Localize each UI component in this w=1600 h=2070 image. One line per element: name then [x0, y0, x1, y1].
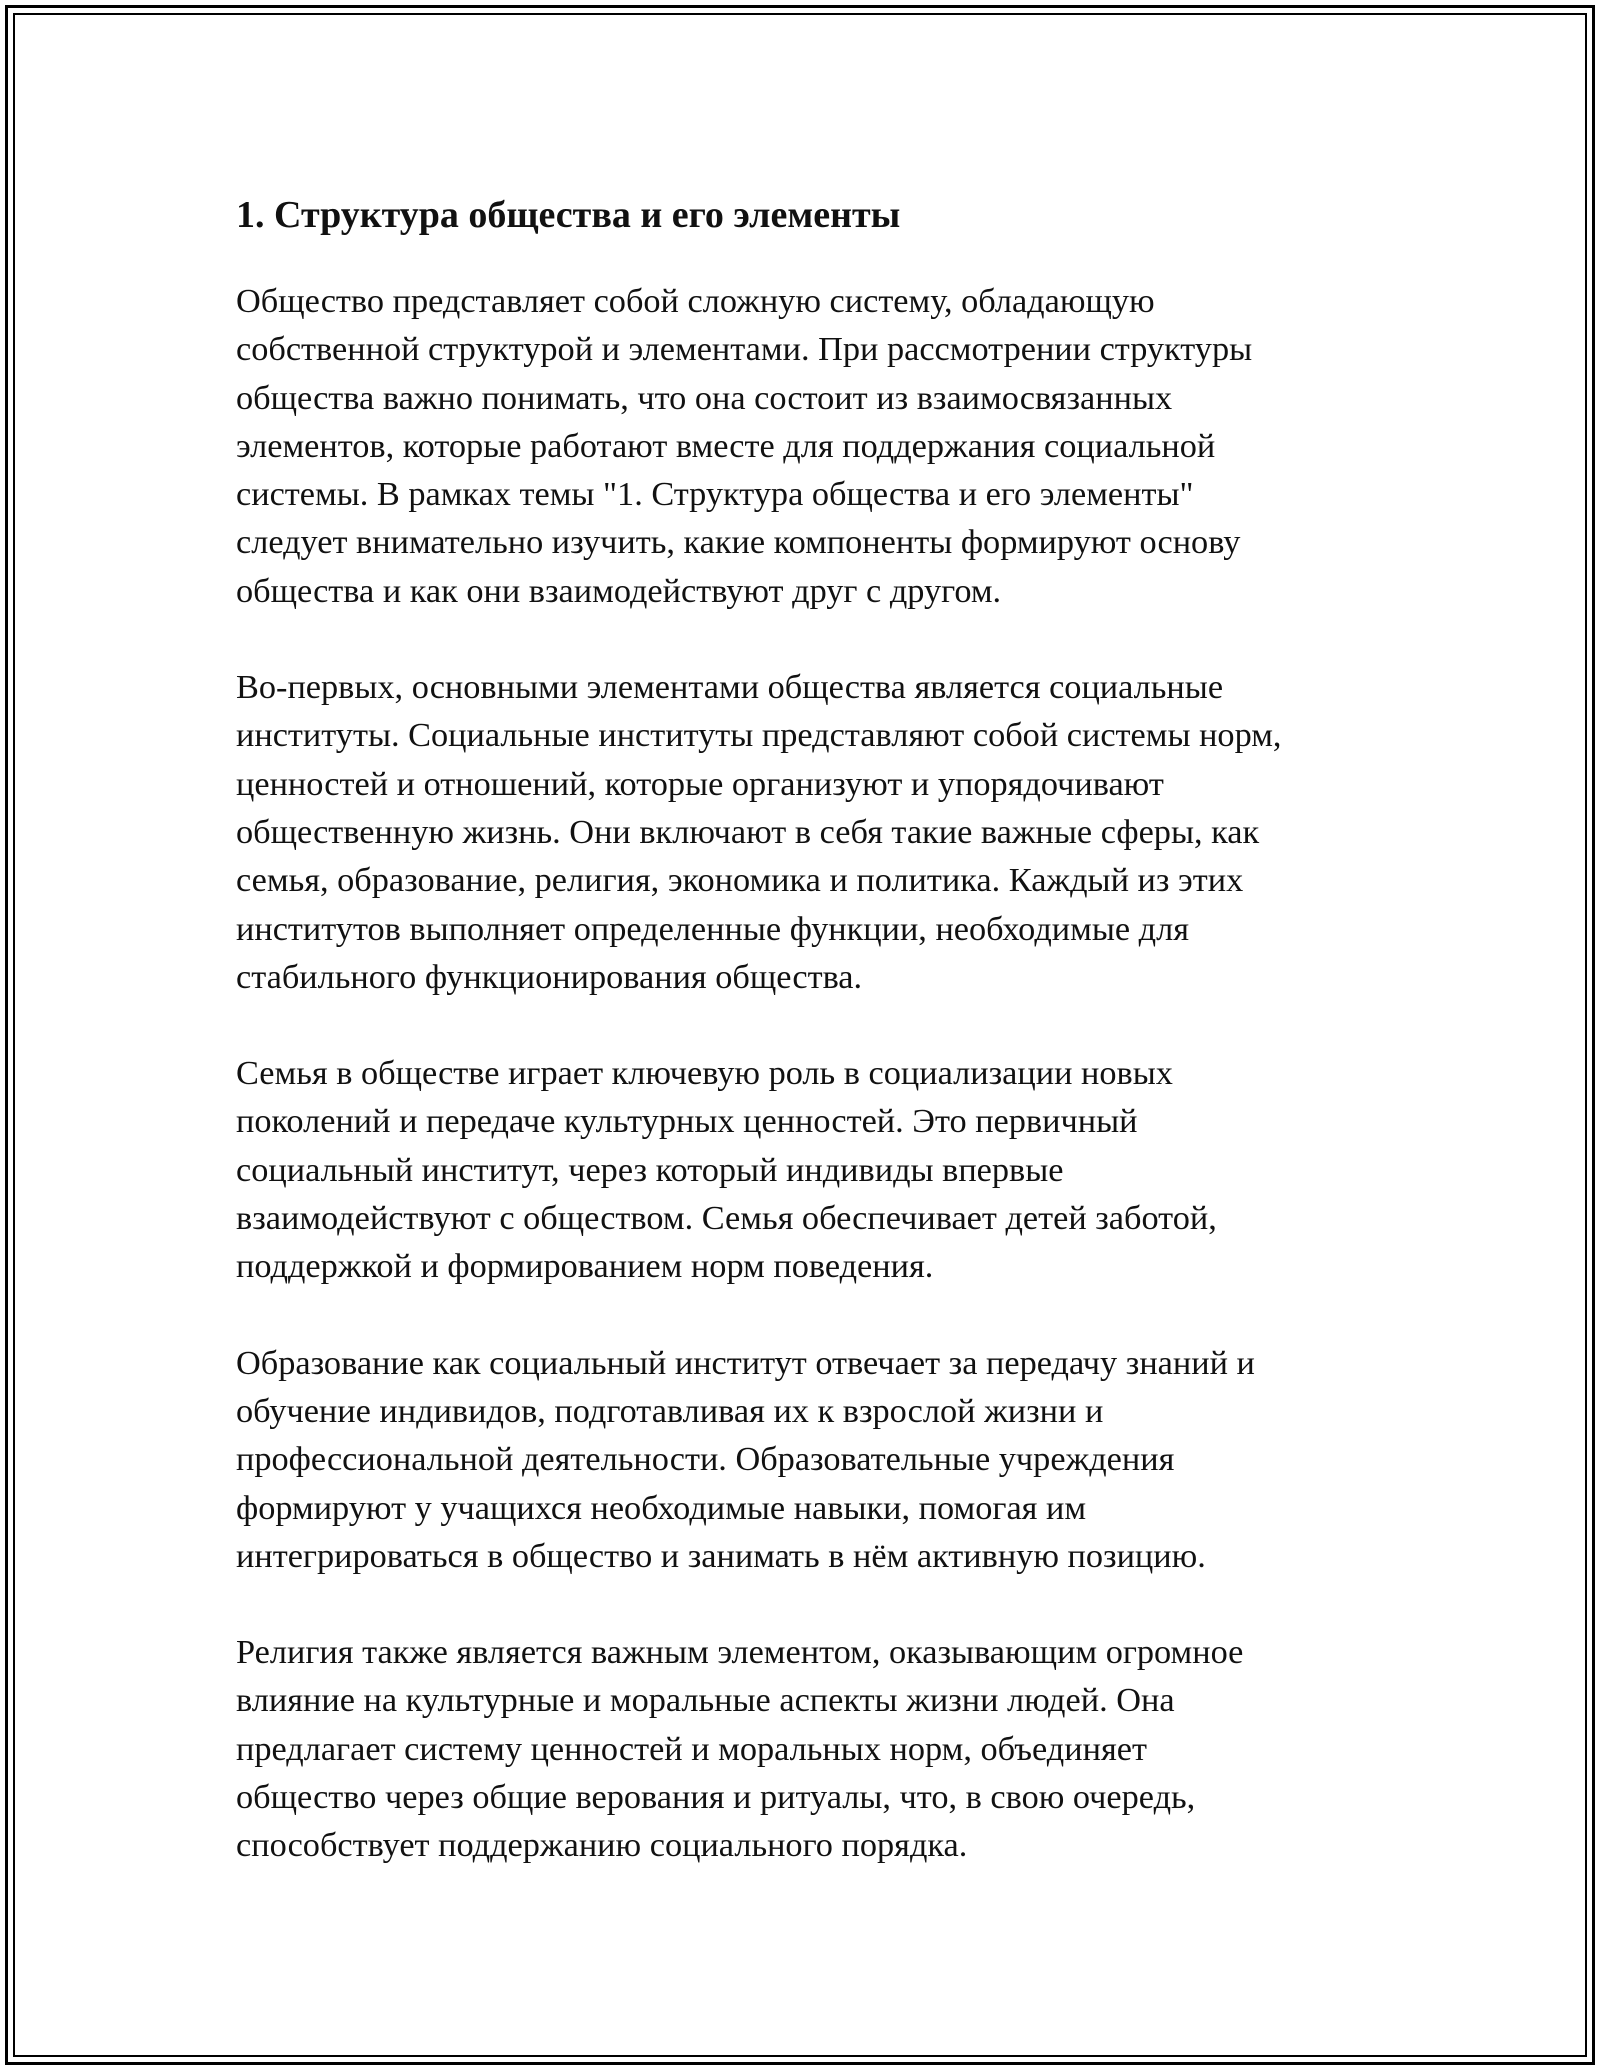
text-line: общественную жизнь. Они включают в себя такие важные сферы, как — [236, 812, 1260, 851]
text-line: поддержкой и формированием норм поведения. — [236, 1247, 934, 1286]
document-body — [236, 186, 1376, 1918]
text-line: формируют у учащихся необходимые навыки, помогая им — [236, 1488, 1087, 1527]
text-line: институтов выполняет определенные функции, необходимые для — [236, 909, 1190, 948]
section-heading: 1. Структура общества и его элементы — [236, 194, 901, 236]
text-line: предлагает систему ценностей и моральных норм, объединяет — [236, 1729, 1147, 1768]
text-line: поколений и передаче культурных ценностей. Это первичный — [236, 1102, 1138, 1141]
paragraph-religion — [236, 1628, 1376, 1869]
text-line: собственной структурой и элементами. При рассмотрении структуры — [236, 330, 1253, 369]
text-line: общества важно понимать, что она состоит из взаимосвязанных — [236, 378, 1173, 417]
text-line: способствует поддержанию социального порядка. — [236, 1826, 968, 1865]
paragraph-social-institutions — [236, 663, 1376, 1001]
text-line: элементов, которые работают вместе для поддержания социальной — [236, 426, 1216, 465]
paragraph-family — [236, 1049, 1376, 1290]
text-line: обучение индивидов, подготавливая их к взрослой жизни и — [236, 1391, 1104, 1430]
text-line: стабильного функционирования общества. — [236, 957, 863, 996]
text-line: следует внимательно изучить, какие компоненты формируют основу — [236, 523, 1241, 562]
paragraph-education — [236, 1339, 1376, 1580]
text-line: Общество представляет собой сложную систему, обладающую — [236, 282, 1155, 320]
text-line: общества и как они взаимодействуют друг с другом. — [236, 571, 1002, 610]
text-line: влияние на культурные и моральные аспекты жизни людей. Она — [236, 1681, 1175, 1720]
text-line: Во-первых, основными элементами общества является социальные — [236, 668, 1224, 707]
text-line: профессиональной деятельности. Образовательные учреждения — [236, 1440, 1175, 1479]
text-line: ценностей и отношений, которые организуют и упорядочивают — [236, 764, 1164, 803]
text-line: системы. В рамках темы "1. Структура общества и его элементы" — [236, 475, 1194, 514]
text-line: общество через общие верования и ритуалы, что, в свою очередь, — [236, 1778, 1196, 1817]
text-line: интегрироваться в общество и занимать в нём активную позицию. — [236, 1536, 1206, 1575]
text-line: взаимодействуют с обществом. Семья обеспечивает детей заботой, — [236, 1199, 1217, 1238]
text-line: семья, образование, религия, экономика и политика. Каждый из этих — [236, 861, 1244, 900]
text-line: институты. Социальные институты представляют собой системы норм, — [236, 716, 1282, 755]
text-line: социальный институт, через который индивиды впервые — [236, 1150, 1064, 1189]
text-line: Религия также является важным элементом, оказывающим огромное — [236, 1633, 1244, 1672]
text-line: Семья в обществе играет ключевую роль в социализации новых — [236, 1054, 1173, 1093]
text-line: Образование как социальный институт отвечает за передачу знаний и — [236, 1343, 1255, 1382]
paragraph-society-intro — [236, 277, 1376, 615]
